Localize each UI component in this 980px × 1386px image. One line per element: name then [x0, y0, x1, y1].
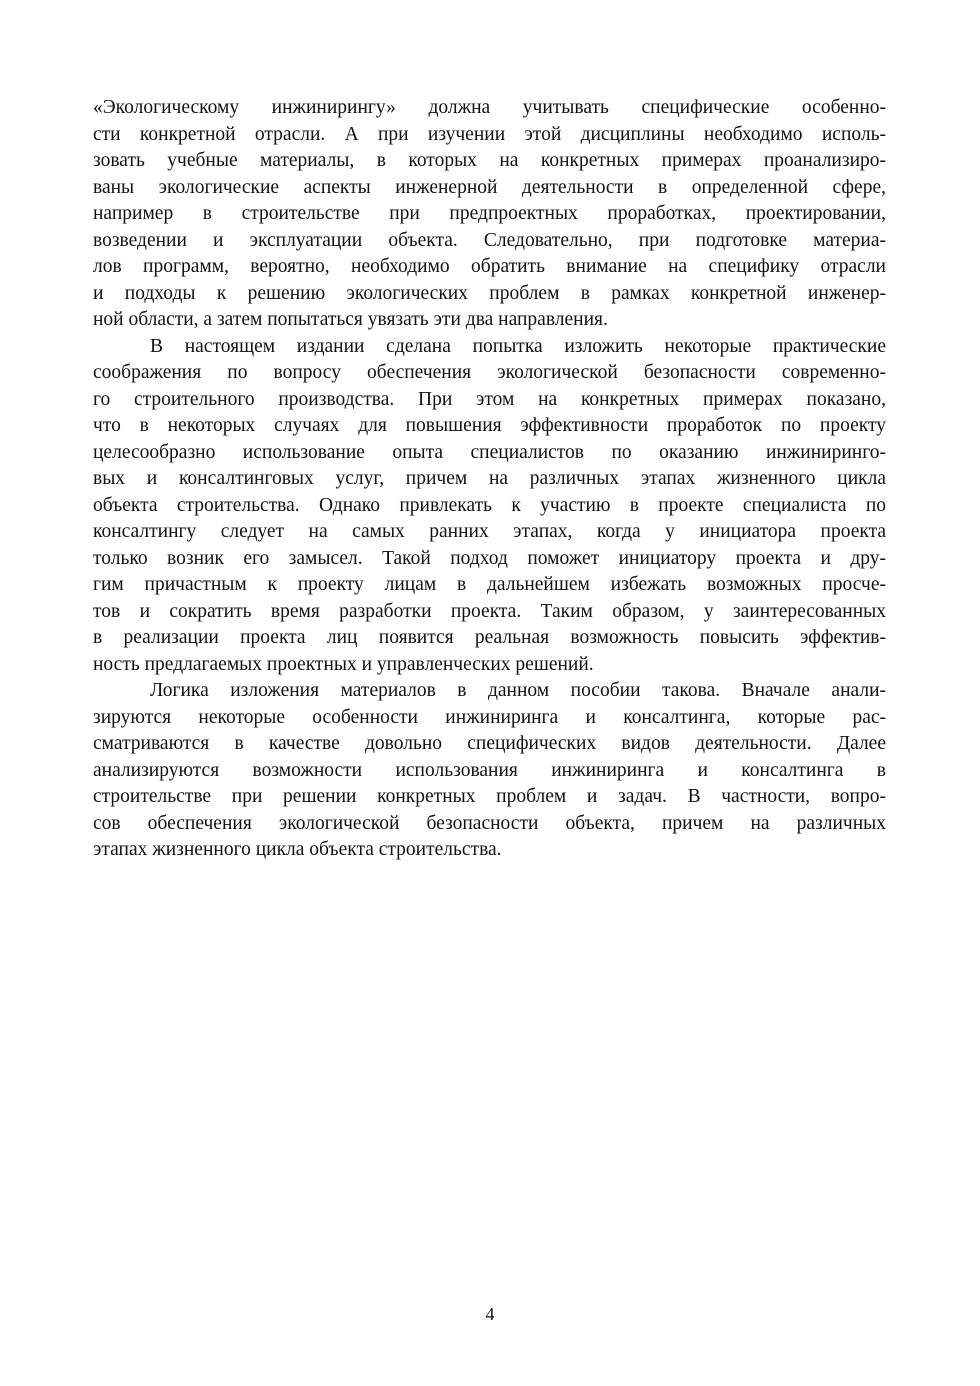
text-line: анализируются возможности использования инжиниринга и консалтинга в	[93, 759, 886, 781]
text-line: Логика изложения материалов в данном пособии такова. Вначале анали-	[150, 680, 886, 701]
text-line: консалтингу следует на самых ранних этапах, когда у инициатора проекта	[93, 521, 886, 542]
text-line: го строительного производства. При этом на конкретных примерах показано,	[93, 388, 886, 410]
text-line: в реализации проекта лиц появится реальная возможность повысить эффектив-	[93, 627, 886, 648]
text-line: что в некоторых случаях для повышения эффективности проработок по проекту	[93, 415, 886, 436]
text-line: объекта строительства. Однако привлекать к участию в проекте специалиста по	[93, 494, 886, 516]
text-line: гим причастным к проекту лицам в дальнейшем избежать возможных просче-	[93, 574, 886, 595]
text-line: и подходы к решению экологических проблем в рамках конкретной инженер-	[93, 282, 886, 304]
text-line: В настоящем издании сделана попытка изложить некоторые практические	[150, 335, 886, 357]
body-text	[93, 95, 886, 864]
paragraph-1	[93, 95, 886, 334]
text-line: зируются некоторые особенности инжиниринга и консалтинга, которые рас-	[93, 706, 886, 728]
paragraph-3	[93, 678, 886, 864]
text-line: «Экологическому инжинирингу» должна учитывать специфические особенно-	[93, 97, 886, 118]
text-line: ность предлагаемых проектных и управленческих решений.	[93, 653, 594, 675]
text-line: ной области, а затем попытаться увязать эти два направления.	[93, 309, 608, 330]
text-line: этапах жизненного цикла объекта строительства.	[93, 839, 502, 860]
text-line: сматриваются в качестве довольно специфических видов деятельности. Далее	[93, 733, 886, 754]
text-line: строительстве при решении конкретных проблем и задач. В частности, вопро-	[93, 786, 886, 807]
text-line: зовать учебные материалы, в которых на конкретных примерах проанализиро-	[93, 150, 886, 171]
text-line: ваны экологические аспекты инженерной деятельности в определенной сфере,	[93, 176, 886, 198]
text-line: целесообразно использование опыта специалистов по оказанию инжиниринго-	[93, 441, 886, 463]
text-line: сти конкретной отрасли. А при изучении этой дисциплины необходимо исполь-	[93, 123, 886, 145]
text-line: например в строительстве при предпроектных проработках, проектировании,	[93, 203, 886, 224]
text-line: возведении и эксплуатации объекта. Следовательно, при подготовке материа-	[93, 229, 886, 251]
text-line: сов обеспечения экологической безопасности объекта, причем на различных	[93, 812, 886, 834]
page-number: 4	[485, 1304, 495, 1324]
text-line: тов и сократить время разработки проекта. Таким образом, у заинтересованных	[93, 600, 886, 622]
paragraph-2	[93, 334, 886, 679]
text-line: лов программ, вероятно, необходимо обратить внимание на специфику отрасли	[93, 256, 886, 277]
text-line: соображения по вопросу обеспечения экологической безопасности современно-	[93, 362, 886, 383]
text-line: только возник его замысел. Такой подход поможет инициатору проекта и дру-	[93, 547, 886, 569]
text-line: вых и консалтинговых услуг, причем на различных этапах жизненного цикла	[93, 468, 886, 489]
